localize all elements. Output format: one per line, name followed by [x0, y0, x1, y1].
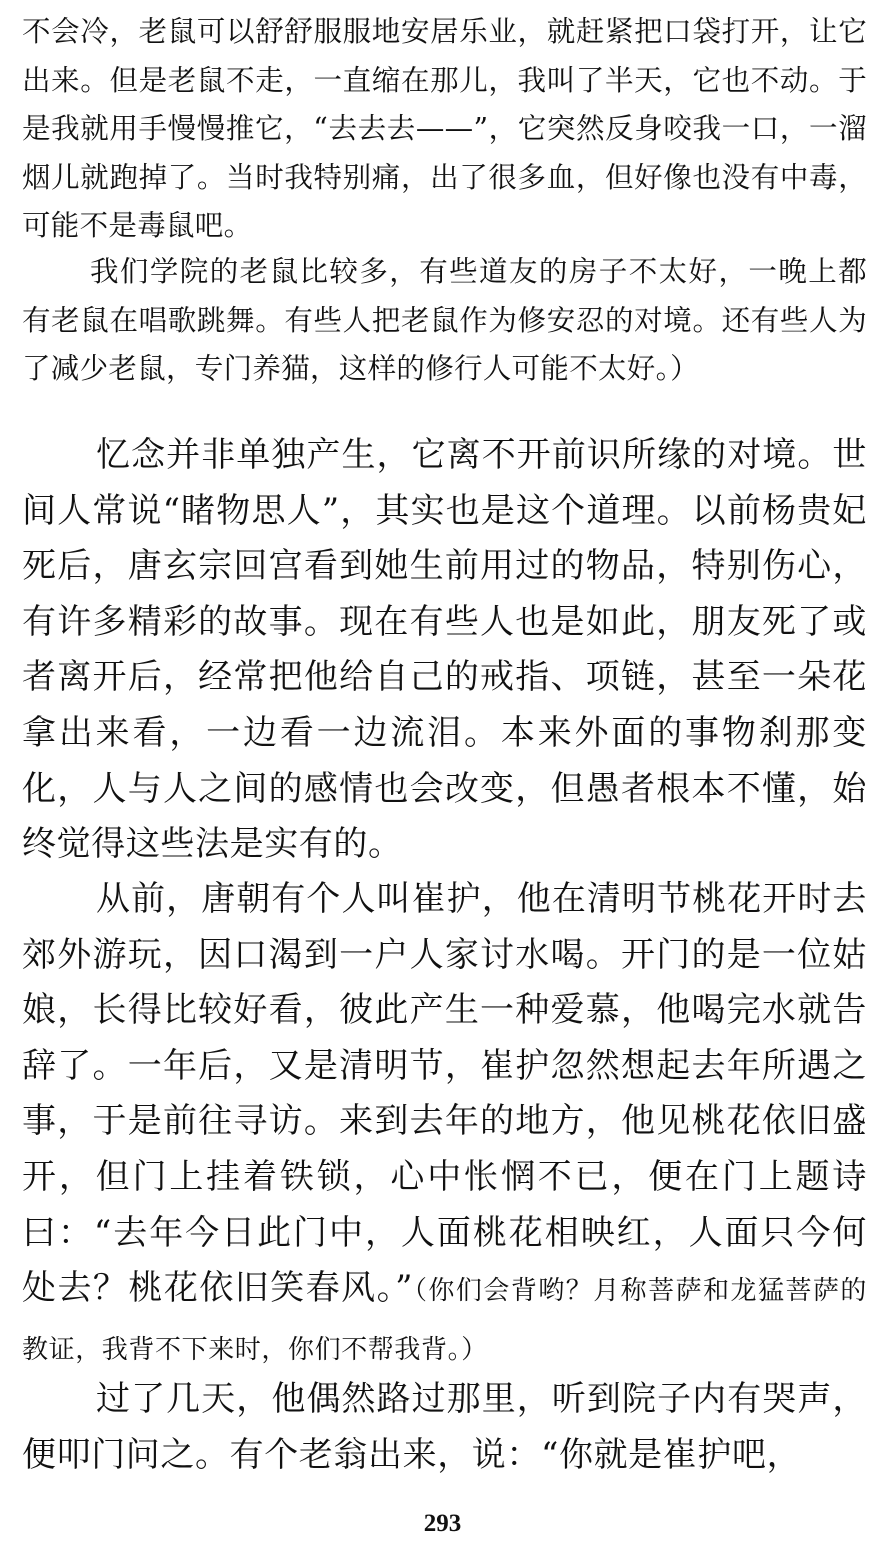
paragraph-1-text: 不会冷，老鼠可以舒舒服服地安居乐业，就赶紧把口袋打开，让它出来。但是老鼠不走，一直缩在那儿，我叫了半天，它也不动。于是我就用手慢慢推它，“去去去——”，它突然反身咬我一口，一溜烟儿就跑掉了。当时我特别痛，出了很多血，但好像也没有中毒，可能不是毒鼠吧。 — [22, 15, 867, 243]
page-number: 293 — [423, 1510, 462, 1537]
paragraph-3-text: 忆念并非单独产生，它离不开前识所缘的对境。世间人常说“睹物思人”，其实也是这个道理。以前杨贵妃死后，唐玄宗回宫看到她生前用过的物品，特别伤心，有许多精彩的故事。现在有些人也是如此，朋友死了或者离开后，经常把他给自己的戒指、项链，甚至一朵花拿出来看，一边看一边流泪。本来外面的事物刹那变化，人与人之间的感情也会改变，但愚者根本不懂，始终觉得这些法是实有的。 — [22, 435, 867, 865]
paragraph-4-note: （你们会背哟？月称菩萨和龙猛菩萨的教证，我背不下来时，你们不帮我背。） — [22, 1276, 867, 1365]
paragraph-2-text: 我们学院的老鼠比较多，有些道友的房子不太好，一晚上都有老鼠在唱歌跳舞。有些人把老鼠作为修安忍的对境。还有些人为了减少老鼠，专门养猫，这样的修行人可能不太好。） — [22, 255, 867, 386]
paragraph-4-text: 从前，唐朝有个人叫崔护，他在清明节桃花开时去郊外游玩，因口渴到一户人家讨水喝。开门的是一位姑娘，长得比较好看，彼此产生一种爱慕，他喝完水就告辞了。一年后，又是清明节，崔护忽然想起去年所遇之事，于是前往寻访。来到去年的地方，他见桃花依旧盛开，但门上挂着铁锁，心中怅惘不已，便在门上题诗曰：“去年今日此门中，人面桃花相映红，人面只今何处去？桃花依旧笑春风。” — [22, 879, 867, 1309]
paragraph-4 — [22, 872, 867, 1378]
paragraph-2 — [22, 248, 867, 394]
paragraph-5 — [22, 1372, 867, 1483]
paragraph-1 — [22, 8, 867, 251]
paragraph-5-text: 过了几天，他偶然路过那里，听到院子内有哭声，便叩门问之。有个老翁出来，说：“你就是崔护吧， — [22, 1379, 867, 1475]
paragraph-3 — [22, 428, 867, 873]
